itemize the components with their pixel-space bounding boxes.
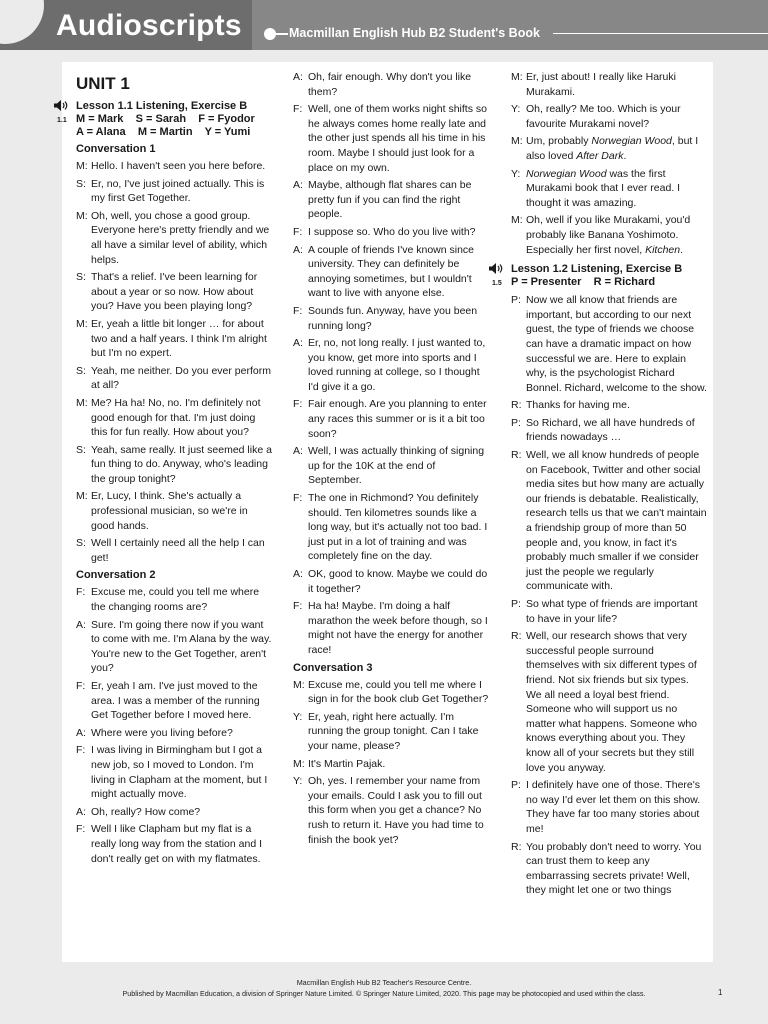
speaker-label: F: bbox=[293, 103, 303, 116]
page-footer bbox=[0, 977, 768, 999]
dialogue-line bbox=[511, 102, 707, 131]
content-page bbox=[57, 62, 713, 962]
speaker-label: R: bbox=[511, 449, 522, 462]
line-text: Hello. I haven't seen you here before. bbox=[91, 160, 266, 172]
line-text: Where were you living before? bbox=[91, 726, 233, 739]
speaker-label: F: bbox=[293, 225, 303, 238]
line-text bbox=[526, 167, 707, 211]
dialogue-line bbox=[511, 134, 707, 163]
speaker-label: P: bbox=[511, 598, 521, 610]
footer-resource-line: Macmillan English Hub B2 Teacher's Resource Centre. bbox=[296, 978, 472, 987]
line-text: I was living in Birmingham but I got a new job, so I moved to London. I'm living in Clapham at the moment, but I might actually move. bbox=[91, 744, 268, 801]
line-text bbox=[526, 213, 707, 257]
line-text: It's Martin Pajak. bbox=[308, 757, 386, 770]
speaker-label: A: bbox=[293, 568, 303, 580]
line-text: Me? Ha ha! No, no. I'm definitely not good enough for that. I'm just doing this for fun really. How about you? bbox=[91, 396, 261, 439]
line-text: Fair enough. Are you planning to enter any races this summer or is it a bit too soon? bbox=[308, 398, 487, 440]
lesson-1-1-heading bbox=[57, 100, 272, 139]
speaker-label: S: bbox=[76, 177, 86, 190]
line-text: Ha ha! Maybe. I'm doing a half marathon the week before though, so I might not have the energy for another race! bbox=[308, 600, 488, 656]
dialogue-line bbox=[511, 293, 707, 395]
line-text: Now we all know that friends are important, but according to our next guest, the type of friends we choose can have a dramatic impact on how successful we are. Here to explain why, is the psychologist Richard Bonnel. Richard, welcome to the show. bbox=[526, 294, 707, 394]
line-text: Er, yeah, right here actually. I'm running the group tonight. Can I take your name, please? bbox=[308, 710, 479, 752]
dialogue-line bbox=[76, 270, 272, 314]
dialogue-block bbox=[76, 159, 272, 565]
line-text: Well, one of them works night shifts so he always comes home really late and the other just spends all his time in his room. Maybe I should just look for a place on my own. bbox=[308, 103, 487, 174]
dialogue-line bbox=[76, 585, 272, 614]
line-text bbox=[526, 134, 707, 163]
text-fragment: Oh, well if you like Murakami, you'd probably like Banana Yoshimoto. Especially her first novel, bbox=[526, 214, 691, 256]
bullet-dot-icon bbox=[264, 28, 276, 40]
speaker-label: A: bbox=[76, 618, 86, 631]
speaker-label: A: bbox=[293, 71, 303, 83]
speaker-label: M: bbox=[511, 71, 523, 83]
speaker-label: R: bbox=[511, 399, 522, 412]
speaker-label: A: bbox=[293, 243, 303, 256]
line-text: So what type of friends are important to have in your life? bbox=[526, 598, 698, 625]
dialogue-line bbox=[293, 710, 490, 754]
speaker-label: F: bbox=[76, 823, 86, 836]
dialogue-line bbox=[293, 102, 490, 175]
dialogue-block bbox=[76, 585, 272, 866]
header-rule bbox=[553, 33, 768, 34]
dialogue-line bbox=[76, 159, 272, 174]
dialogue-line bbox=[293, 304, 490, 333]
speaker-icon[interactable] bbox=[489, 263, 505, 274]
dialogue-line bbox=[293, 599, 490, 657]
speaker-label: M: bbox=[76, 160, 88, 172]
conversation-heading: Conversation 3 bbox=[293, 661, 373, 674]
dialogue-line bbox=[293, 567, 490, 596]
speaker-label: M: bbox=[511, 135, 523, 148]
dialogue-line bbox=[511, 840, 707, 898]
speaker-label: F: bbox=[76, 680, 86, 692]
dialogue-line bbox=[293, 774, 490, 847]
conversation-heading: Conversation 2 bbox=[76, 569, 156, 582]
speaker-label: M: bbox=[76, 209, 88, 222]
line-text: Er, no, I've just joined actually. This is my first Get Together. bbox=[91, 177, 265, 205]
title-block bbox=[0, 0, 252, 50]
dialogue-line bbox=[511, 416, 707, 445]
line-text: Sure. I'm going there now if you want to come with me. I'm Alana by the way. You're new to the Get Together, aren't you? bbox=[91, 618, 272, 675]
line-text: OK, good to know. Maybe we could do it together? bbox=[308, 568, 488, 595]
line-text: A couple of friends I've known since university. They can definitely be annoying sometimes, but I wouldn't want to live with anyone else. bbox=[308, 243, 475, 300]
speaker-label: R: bbox=[511, 630, 522, 643]
speaker-label: Y: bbox=[511, 167, 521, 180]
dialogue-block bbox=[293, 70, 490, 658]
dialogue-block bbox=[511, 70, 707, 257]
dialogue-line bbox=[76, 805, 272, 820]
bullet-line-decoration bbox=[276, 33, 288, 35]
dialogue-line bbox=[76, 679, 272, 723]
line-text: Er, Lucy, I think. She's actually a professional musician, so we're in good hands. bbox=[91, 490, 248, 532]
page-title: Audioscripts bbox=[56, 9, 242, 42]
speaker-label: S: bbox=[76, 537, 86, 550]
column-1 bbox=[57, 70, 272, 869]
book-title-italic: After Dark bbox=[576, 149, 624, 162]
speaker-label: R: bbox=[511, 840, 522, 853]
line-text: Oh, fair enough. Why don't you like them? bbox=[308, 71, 472, 98]
dialogue-line bbox=[76, 618, 272, 676]
speaker-key: P = Presenter R = Richard bbox=[511, 276, 656, 289]
dialogue-line bbox=[76, 489, 272, 533]
line-text: Well, we all know hundreds of people on Facebook, Twitter and other social media sites but how many are actually our friends is debatable. Realistically, research tells us that we can't maintain a friendship group of more than 50 people and, you know, in fact it's probably much smaller if we consider just the people we regularly communicate with. bbox=[526, 449, 707, 593]
dialogue-line bbox=[511, 778, 707, 836]
speaker-label: A: bbox=[293, 445, 303, 458]
speaker-label: S: bbox=[76, 271, 86, 284]
dialogue-line bbox=[76, 209, 272, 267]
dialogue-line bbox=[293, 243, 490, 301]
line-text: Well, I was actually thinking of signing up for the 10K at the end of September. bbox=[308, 445, 485, 487]
speaker-label: S: bbox=[76, 443, 86, 456]
speaker-label: F: bbox=[293, 600, 303, 613]
line-text: Er, yeah a little bit longer … for about two and a half years. I think I'm alright but I'm no expert. bbox=[91, 317, 267, 360]
dialogue-line bbox=[293, 178, 490, 222]
speaker-label: F: bbox=[293, 398, 303, 411]
dialogue-line bbox=[76, 536, 272, 565]
lesson-title: Lesson 1.2 Listening, Exercise B bbox=[511, 263, 683, 276]
line-text: Sounds fun. Anyway, have you been running long? bbox=[308, 304, 478, 332]
line-text: Oh, really? How come? bbox=[91, 805, 201, 818]
dialogue-line bbox=[76, 396, 272, 440]
speaker-label: A: bbox=[76, 726, 86, 739]
text-fragment: Um, probably bbox=[526, 135, 592, 148]
dialogue-line bbox=[76, 364, 272, 393]
text-fragment: . bbox=[623, 149, 627, 162]
speaker-key: M = Mark S = Sarah F = Fyodor bbox=[76, 113, 255, 125]
speaker-label: Y: bbox=[511, 103, 521, 116]
unit-title: UNIT 1 bbox=[76, 74, 130, 93]
line-text: Er, just about! I really like Haruki Murakami. bbox=[526, 71, 676, 98]
dialogue-line bbox=[293, 444, 490, 488]
speaker-label: P: bbox=[511, 294, 521, 307]
line-text: I suppose so. Who do you live with? bbox=[308, 225, 476, 238]
speaker-label: A: bbox=[293, 179, 303, 192]
dialogue-line bbox=[293, 336, 490, 394]
dialogue-block bbox=[293, 678, 490, 848]
line-text: The one in Richmond? You definitely should. Ten kilometres sounds like a long way, but it's actually not too bad. I just put in a lot of training and was completely fine on the day. bbox=[308, 492, 488, 563]
dialogue-line bbox=[293, 757, 490, 772]
dialogue-line bbox=[511, 213, 707, 257]
line-text: Yeah, same really. It just seemed like a fun thing to do. Anyway, who's leading the group tonight? bbox=[91, 443, 272, 485]
line-text: Well I like Clapham but my flat is a really long way from the station and I don't really get on with my flatmates. bbox=[91, 823, 263, 865]
line-text: Well, our research shows that very successful people surround themselves with six different types of friend. Not six friends but six types. We all need a loyal best friend. Someone who will support us no matter what happens. Someone who knows everything about you. They know all of your secrets but they still love you anyway. bbox=[526, 630, 698, 774]
speaker-label: M: bbox=[293, 678, 305, 691]
dialogue-line bbox=[76, 726, 272, 741]
book-title-italic: Kitchen bbox=[645, 243, 681, 256]
text-fragment: , but I also loved bbox=[526, 135, 699, 162]
dialogue-line bbox=[511, 70, 707, 99]
line-text: Maybe, although flat shares can be pretty fun if you can find the right people. bbox=[308, 179, 472, 221]
corner-circle-decoration bbox=[0, 0, 44, 44]
line-text: Oh, well, you chose a good group. Everyone here's pretty friendly and we all have a similar level of ability, which helps. bbox=[91, 209, 270, 266]
speaker-label: P: bbox=[511, 416, 521, 429]
speaker-label: F: bbox=[293, 492, 303, 505]
speaker-label: M: bbox=[293, 757, 305, 770]
lesson-title: Lesson 1.1 Listening, Exercise B bbox=[76, 100, 248, 112]
dialogue-line bbox=[293, 397, 490, 441]
book-title-italic: Norwegian Wood bbox=[526, 167, 607, 180]
dialogue-line bbox=[293, 225, 490, 240]
speaker-label: Y: bbox=[293, 710, 303, 723]
line-text: Er, no, not long really. I just wanted to, you know, get more into sports and I loved running at college, so I thought I'd give it a go. bbox=[308, 337, 486, 393]
speaker-label: A: bbox=[76, 805, 86, 818]
speaker-label: P: bbox=[511, 779, 521, 792]
track-number: 1.1 bbox=[57, 117, 67, 124]
page-header bbox=[0, 0, 768, 50]
speaker-label: M: bbox=[76, 396, 88, 409]
line-text: That's a relief. I've been learning for about a year or so now. How about you? Have you been playing long? bbox=[91, 271, 258, 313]
lesson-1-2-heading bbox=[492, 263, 707, 289]
dialogue-line bbox=[511, 167, 707, 211]
line-text: Excuse me, could you tell me where the changing rooms are? bbox=[91, 586, 260, 614]
line-text: I definitely have one of those. There's no way I'd ever let them on this show. They have far too many stories about me! bbox=[526, 779, 701, 835]
line-text: Thanks for having me. bbox=[526, 399, 630, 412]
text-fragment: . bbox=[680, 243, 684, 256]
speaker-label: M: bbox=[76, 490, 88, 503]
dialogue-line bbox=[76, 743, 272, 801]
line-text: Yeah, me neither. Do you ever perform at all? bbox=[91, 364, 271, 392]
dialogue-line bbox=[293, 491, 490, 564]
speaker-label: F: bbox=[76, 744, 86, 757]
dialogue-block bbox=[511, 293, 707, 898]
dialogue-line bbox=[76, 317, 272, 361]
text-fragment: was the first Murakami book that I ever read. I thought it was amazing. bbox=[526, 167, 681, 209]
speaker-label: F: bbox=[293, 304, 303, 317]
speaker-label: F: bbox=[76, 586, 86, 599]
dialogue-line bbox=[511, 398, 707, 413]
conversation-heading: Conversation 1 bbox=[76, 143, 156, 155]
footer-copyright-line: Published by Macmillan Education, a division of Springer Nature Limited. © Springer Nature Limited, 2020. This page may be photocopied and used within the class. bbox=[122, 989, 646, 998]
line-text: Oh, really? Me too. Which is your favourite Murakami novel? bbox=[526, 103, 681, 130]
speaker-key: A = Alana M = Martin Y = Yumi bbox=[76, 126, 251, 138]
page-number: 1 bbox=[718, 988, 723, 997]
speaker-label: S: bbox=[76, 364, 86, 377]
track-number: 1.5 bbox=[492, 280, 502, 288]
line-text: So Richard, we all have hundreds of friends nowadays … bbox=[526, 416, 695, 444]
line-text: Oh, yes. I remember your name from your emails. Could I ask you to fill out this form when you get a chance? No rush to return it. Have you had time to finish the book yet? bbox=[308, 775, 484, 846]
dialogue-line bbox=[511, 629, 707, 775]
line-text: Well I certainly need all the help I can get! bbox=[91, 537, 265, 564]
speaker-label: M: bbox=[76, 317, 88, 330]
speaker-label: M: bbox=[511, 214, 523, 227]
line-text: Er, yeah I am. I've just moved to the area. I was a member of the running Get Together before I moved here. bbox=[91, 680, 260, 722]
speaker-icon[interactable] bbox=[54, 100, 70, 111]
book-title: Macmillan English Hub B2 Student's Book bbox=[289, 26, 540, 40]
column-3 bbox=[492, 70, 707, 901]
line-text: You probably don't need to worry. You can trust them to keep any embarrassing secrets private! Well, they might let one or two things bbox=[526, 840, 702, 897]
dialogue-line bbox=[511, 597, 707, 626]
speaker-label: A: bbox=[293, 337, 303, 350]
dialogue-line bbox=[76, 177, 272, 206]
book-title-italic: Norwegian Wood bbox=[591, 135, 672, 148]
dialogue-line bbox=[76, 443, 272, 487]
column-2 bbox=[293, 70, 490, 850]
line-text: Excuse me, could you tell me where I sign in for the book club Get Together? bbox=[308, 678, 489, 706]
dialogue-line bbox=[76, 822, 272, 866]
dialogue-line bbox=[511, 448, 707, 594]
speaker-label: Y: bbox=[293, 775, 303, 788]
dialogue-line bbox=[293, 678, 490, 707]
dialogue-line bbox=[293, 70, 490, 99]
